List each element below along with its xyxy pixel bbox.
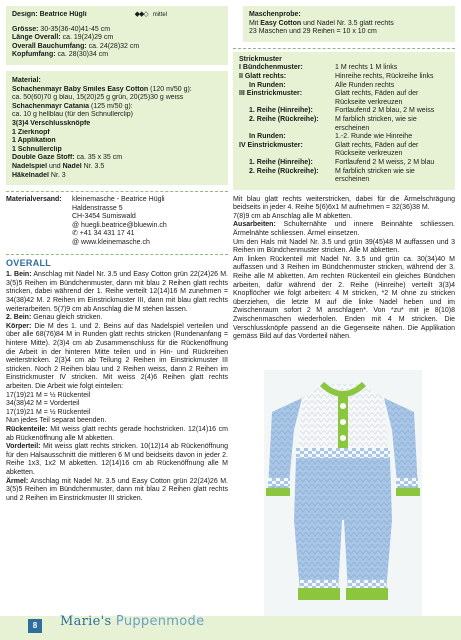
strickmuster-value: erscheinen — [335, 124, 370, 132]
strickmuster-key: In Runden: — [249, 133, 286, 141]
strickmuster-value: Rückseite verkreuzen — [335, 98, 403, 106]
strickmuster-value: Alle Runden rechts — [335, 81, 395, 89]
strickmuster-value: Fortlaufend 2 M blau, 2 M weiss — [335, 107, 435, 115]
strickmuster-key: In Runden: — [249, 81, 286, 89]
divider — [233, 48, 455, 49]
strickmuster-key: I Bündchenmuster: — [239, 64, 303, 72]
maschenprobe-box — [243, 6, 455, 42]
design-label: Design: — [12, 11, 38, 18]
strickmuster-value: 1.-2. Runde wie Hinreihe — [335, 133, 413, 141]
paragraph: 2. Bein: Genau gleich stricken. — [6, 314, 103, 322]
paragraph: 34(38)42 M = Vorderteil — [6, 400, 80, 408]
size-row: Overall Bauchumfang: ca. 24(28)32 cm — [12, 42, 140, 50]
strickmuster-key: IV Einstrickmuster: — [239, 141, 303, 149]
strickmuster-row — [239, 168, 449, 177]
size-row: Grösse: 30-35(36-40)41-45 cm — [12, 25, 111, 33]
material-line: Nadelspiel und Nadel Nr. 3.5 — [12, 162, 105, 170]
paragraph: Rückenteile: Mit weiss glatt rechts gerade hochstricken. 12(14)16 cm ab Rückenöffnung alle M abketten. — [6, 425, 228, 442]
strickmuster-value: Fortlaufend 2 M weiss, 2 M blau — [335, 158, 435, 166]
strickmuster-value: M farblich stricken, wie sie — [335, 115, 417, 123]
material-line: Häkelnadel Nr. 3 — [12, 171, 66, 179]
right-text — [233, 196, 455, 342]
email-link[interactable]: @ huegli.beatrice@bluewin.ch — [72, 221, 167, 229]
paragraph: Ärmel: Anschlag mit Nadel Nr. 3.5 und Easy Cotton grün 22(24)26 M. 3(5)5 Reihen im Bündchenmuster, dann mit blau 2 Reihen glatt rechts und 2 Reihen im Einstrickmuster III stricken. — [6, 477, 228, 502]
paragraph: 17(19)21 M = ½ Rückenteil — [6, 408, 91, 416]
size-row: Kopfumfang: ca. 28(30)34 cm — [12, 51, 109, 59]
strickmuster-title: Strickmuster — [239, 55, 282, 63]
brand-title — [60, 614, 205, 629]
paragraph: Um den Hals mit Nadel Nr. 3.5 und grün 39(45)48 M auffassen und 3 Reihen im Bündchenmuster stricken. Alle M abketten. — [233, 238, 455, 255]
strickmuster-value: Hinreihe rechts, Rückreihe links — [335, 72, 434, 80]
paragraph: 17(19)21 M = ½ Rückenteil — [6, 391, 91, 399]
design-box — [6, 6, 228, 65]
strickmuster-row — [239, 82, 449, 91]
paragraph: 7(8)9 cm ab Anschlag alle M abketten. — [233, 212, 353, 220]
difficulty-icon: ◆◆◇ — [134, 11, 148, 18]
strickmuster-value: M farblich stricken wie sie — [335, 167, 415, 175]
maschenprobe-line: 23 Maschen und 29 Reihen = 10 x 10 cm — [249, 28, 377, 36]
paragraph: Mit blau glatt rechts weiterstricken, dabei für die Ärmelschrägung beidseits in jeder 4. Reihe 5(6)6x1 M aufnehmen = 32(36)38 M. — [233, 195, 455, 212]
romper-illustration — [264, 370, 422, 620]
strickmuster-key: II Glatt rechts: — [239, 72, 287, 80]
divider — [6, 191, 228, 192]
material-line: 1 Zierknopf — [12, 128, 50, 136]
material-line: Schachenmayr Catania (125 m/50 g): — [12, 102, 133, 110]
material-line: ca. 10 g hellblau (für den Schnullerclip) — [12, 111, 134, 119]
strickmuster-key: 2. Reihe (Rückreihe): — [249, 115, 319, 123]
materialversand-block — [6, 196, 228, 248]
materialversand-label: Materialversand: — [6, 196, 62, 204]
size-row: Länge Overall: ca. 19(24)29 cm — [12, 34, 114, 42]
strickmuster-row — [239, 99, 449, 108]
material-line: Double Gaze Stoff: ca. 35 x 35 cm — [12, 154, 123, 162]
brand-main: Marie's — [60, 614, 116, 629]
strickmuster-key: 1. Reihe (Hinreihe): — [249, 158, 313, 166]
material-line: Schachenmayr Baby Smiles Easy Cotton (120 m/50 g): — [12, 85, 192, 93]
difficulty-label: mittel — [152, 12, 168, 18]
paragraph: Am linken Rückenteil mit Nadel Nr. 3.5 und grün ca. 30(34)40 M auffassen und 3 Reihen im Bündchenmuster stricken, während der 3. Reihe alle M abketten. Am rechten Rückenteil ein gleiches Bündchen arbeiten, dafür während der 2. Reihe (Hinreihe) verteilt 3(3)4 Knopflöcher wie folgt arbeiten: 4 M stricken, *2 M ohne zu stricken überziehen, die letzte M auf die linke Nadel heben und im Zwischenraum sofort 2 M anschlagen*. Von *zu* mit je 8(10)8 Zwischenmaschen wiederholen. Enden mit 4 M stricken. Die Verschlussknöpfe passend an die Gegenseite nähen. Die Applikation gemäss Bild auf das Vorderteil nähen. — [233, 255, 455, 341]
strickmuster-row — [239, 107, 449, 116]
strickmuster-key: III Einstrickmuster: — [239, 90, 303, 98]
paragraph: Ausarbeiten: Schulternähte und innere Beinnähte schliessen. Ärmelnähte schliessen. Ärmel einsetzen. — [233, 221, 455, 238]
material-line: 1 Applikation — [12, 137, 56, 145]
strickmuster-row — [239, 159, 449, 168]
paragraph: Körper: Die M des 1. und 2. Beins auf das Nadelspiel verteilen und über alle 68(76)84 M in Runden glatt rechts stricken (Rundenanfang = hintere Mitte). 2(3)4 cm ab Zusammenschluss für die Rückenöffnung die Arbeit in der hinteren Mitte teilen und in Hin- und Rückreihen weiterstricken. 2(3)4 cm ab Teilung 2 Reihen im Einstrickmuster III stricken. Noch 2 Reihen blau und 2 Reihen weiss, dann 2 Reihen im Einstrickmuster IV stricken. Mit weiss 2(4)6 Reihen glatt rechts arbeiten. Die Arbeit wie folgt einteilen: — [6, 322, 228, 390]
strickmuster-value: erscheinen — [335, 176, 370, 184]
right-column — [233, 6, 455, 342]
overall-title: OVERALL — [6, 257, 52, 268]
strickmuster-box — [233, 52, 455, 190]
phone-line: ✆ +41 34 431 17 41 — [72, 230, 135, 238]
strickmuster-value: Rückseite verkreuzen — [335, 150, 403, 158]
website-link[interactable]: @ www.kleinemasche.ch — [72, 239, 150, 247]
strickmuster-key: 2. Reihe (Rückreihe): — [249, 167, 319, 175]
overall-section — [6, 259, 228, 504]
material-line: 3(3)4 Verschlussknöpfe — [12, 119, 91, 127]
paragraph: 1. Bein: Anschlag mit Nadel Nr. 3.5 und Easy Cotton grün 22(24)26 M. 3(5)5 Reihen im Bündchenmuster, dann mit blau 2 Reihen glatt rechts stricken, dabei während der 1. Reihe verteilt 12(14)16 M zunehmen = 34(38)42 M. 2 Reihen im Einstrickmuster III, dann mit blau glatt rechts weiterarbeiten. 5(7)9 cm ab Anschlag die M stehen lassen. — [6, 271, 228, 313]
strickmuster-row — [239, 73, 449, 82]
material-line: 1 Schnullerclip — [12, 145, 62, 153]
strickmuster-row — [239, 150, 449, 159]
materialversand-lines: kleinemasche - Beatrice Hügli Haldenstrasse 5 CH-3454 Sumiswald @ huegli.beatrice@bluewin.ch ✆ +41 34 431 17 41 @ www.kleinemasche.ch — [72, 196, 167, 247]
strickmuster-table — [239, 64, 449, 184]
strickmuster-row — [239, 142, 449, 151]
strickmuster-key — [239, 125, 335, 134]
romper-photo — [264, 370, 422, 620]
strickmuster-key — [239, 176, 335, 185]
strickmuster-key — [239, 99, 335, 108]
material-title: Material: — [12, 76, 41, 84]
strickmuster-value: Glatt rechts, Fäden auf der — [335, 141, 419, 149]
material-line: ca. 50(60)70 g blau, 15(20)25 g grün, 20(25)30 g weiss — [12, 94, 184, 102]
page-number: 8 — [28, 619, 42, 633]
paragraph: Nun jedes Teil separat beenden. — [6, 417, 107, 425]
paragraph: Vorderteil: Mit weiss glatt rechts stricken. 10(12)14 ab Rückenöffnung für den Halsausschnitt die mittleren 6 M und beidseits davon in jeder 2. Reihe 1x3, 1x2 M abketten. 12(14)16 cm ab Rückenöffnung alle M abketten. — [6, 443, 228, 476]
design-line — [12, 11, 222, 20]
strickmuster-row — [239, 133, 449, 142]
strickmuster-row — [239, 116, 449, 125]
maschenprobe-line: Mit Easy Cotton und Nadel Nr. 3.5 glatt rechts — [249, 19, 394, 27]
maschenprobe-title: Maschenprobe: — [249, 11, 301, 18]
left-column — [6, 6, 228, 503]
divider — [6, 254, 228, 255]
strickmuster-key — [239, 150, 335, 159]
brand-sub: Puppenmode — [115, 614, 205, 629]
strickmuster-row — [239, 90, 449, 99]
strickmuster-value: 1 M rechts 1 M links — [335, 64, 398, 72]
strickmuster-row — [239, 125, 449, 134]
designer-name: Beatrice Hügli — [39, 11, 87, 18]
strickmuster-row — [239, 176, 449, 185]
material-box — [6, 71, 228, 185]
strickmuster-row — [239, 64, 449, 73]
strickmuster-key: 1. Reihe (Hinreihe): — [249, 107, 313, 115]
strickmuster-value: Glatt rechts, Fäden auf der — [335, 90, 419, 98]
